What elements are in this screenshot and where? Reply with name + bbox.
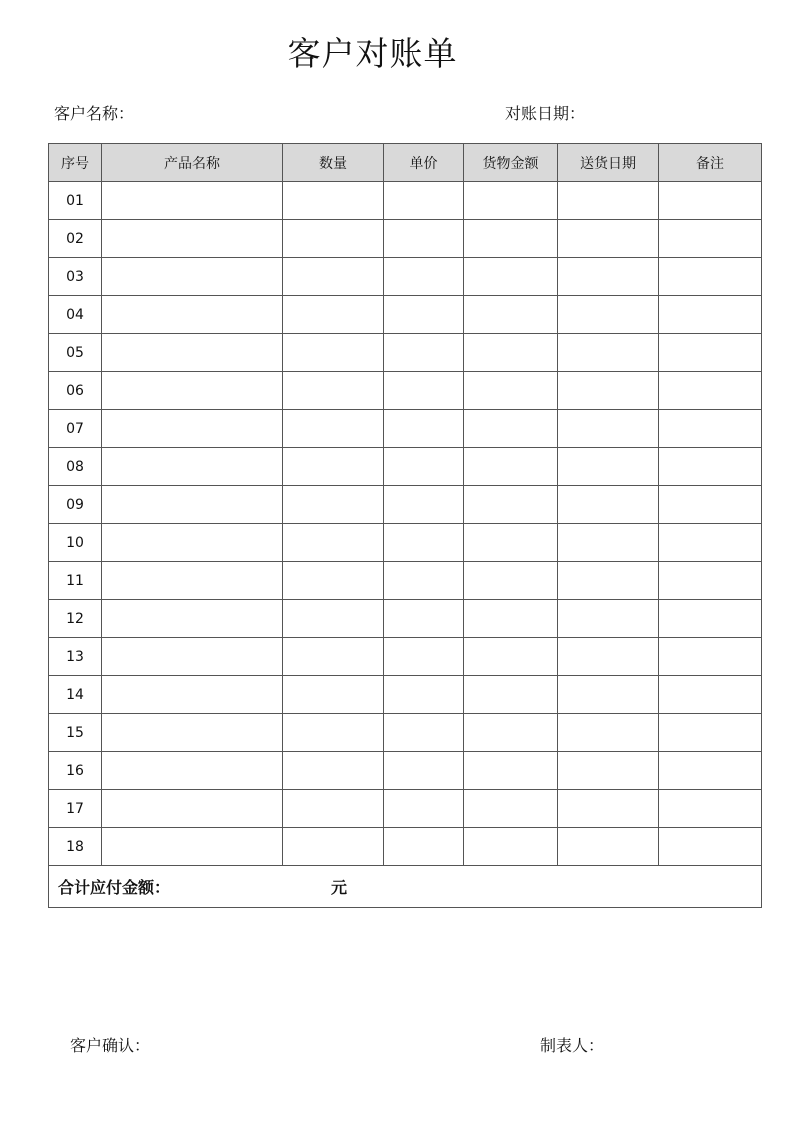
quantity-cell[interactable] [283, 296, 384, 334]
quantity-cell[interactable] [283, 486, 384, 524]
table-row [49, 220, 762, 258]
header-product-name: 产品名称 [102, 144, 283, 182]
quantity-cell[interactable] [283, 600, 384, 638]
product-name-cell[interactable] [102, 676, 283, 714]
row-seq: 14 [49, 676, 102, 714]
quantity-cell[interactable] [283, 790, 384, 828]
table-row [49, 258, 762, 296]
quantity-cell[interactable] [283, 182, 384, 220]
remarks-cell[interactable] [659, 676, 762, 714]
product-name-cell[interactable] [102, 714, 283, 752]
header-remarks: 备注 [659, 144, 762, 182]
table-row [49, 828, 762, 866]
table-row [49, 372, 762, 410]
table-row [49, 182, 762, 220]
product-name-cell[interactable] [102, 296, 283, 334]
product-name-cell[interactable] [102, 334, 283, 372]
quantity-cell[interactable] [283, 334, 384, 372]
unit-price-cell[interactable] [384, 524, 464, 562]
amount-cell[interactable] [464, 828, 558, 866]
table-row [49, 524, 762, 562]
remarks-cell[interactable] [659, 182, 762, 220]
header-seq: 序号 [49, 144, 102, 182]
remarks-cell[interactable] [659, 334, 762, 372]
table-row [49, 600, 762, 638]
customer-name-label: 客户名称： [54, 104, 135, 123]
delivery-date-cell[interactable] [558, 372, 659, 410]
product-name-cell[interactable] [102, 258, 283, 296]
quantity-cell[interactable] [283, 828, 384, 866]
remarks-cell[interactable] [659, 790, 762, 828]
product-name-cell[interactable] [102, 448, 283, 486]
unit-price-cell[interactable] [384, 296, 464, 334]
row-seq: 04 [49, 296, 102, 334]
table-row [49, 334, 762, 372]
delivery-date-cell[interactable] [558, 524, 659, 562]
document-title: 客户对账单 [287, 34, 458, 73]
table-row [49, 752, 762, 790]
total-cell[interactable] [49, 866, 762, 908]
quantity-cell[interactable] [283, 524, 384, 562]
unit-price-cell[interactable] [384, 676, 464, 714]
amount-cell[interactable] [464, 638, 558, 676]
table-row [49, 410, 762, 448]
row-seq: 03 [49, 258, 102, 296]
table-row [49, 562, 762, 600]
amount-cell[interactable] [464, 258, 558, 296]
unit-price-cell[interactable] [384, 638, 464, 676]
amount-cell[interactable] [464, 790, 558, 828]
delivery-date-cell[interactable] [558, 828, 659, 866]
table-row [49, 790, 762, 828]
unit-price-cell[interactable] [384, 410, 464, 448]
delivery-date-cell[interactable] [558, 410, 659, 448]
unit-price-cell[interactable] [384, 220, 464, 258]
amount-cell[interactable] [464, 182, 558, 220]
delivery-date-cell[interactable] [558, 334, 659, 372]
amount-cell[interactable] [464, 448, 558, 486]
product-name-cell[interactable] [102, 410, 283, 448]
delivery-date-cell[interactable] [558, 486, 659, 524]
delivery-date-cell[interactable] [558, 714, 659, 752]
product-name-cell[interactable] [102, 600, 283, 638]
delivery-date-cell[interactable] [558, 182, 659, 220]
amount-cell[interactable] [464, 600, 558, 638]
remarks-cell[interactable] [659, 714, 762, 752]
amount-cell[interactable] [464, 486, 558, 524]
unit-price-cell[interactable] [384, 258, 464, 296]
remarks-cell[interactable] [659, 524, 762, 562]
amount-cell[interactable] [464, 562, 558, 600]
unit-price-cell[interactable] [384, 600, 464, 638]
remarks-cell[interactable] [659, 600, 762, 638]
row-seq: 13 [49, 638, 102, 676]
row-seq: 11 [49, 562, 102, 600]
delivery-date-cell[interactable] [558, 448, 659, 486]
delivery-date-cell[interactable] [558, 790, 659, 828]
remarks-cell[interactable] [659, 258, 762, 296]
row-seq: 02 [49, 220, 102, 258]
delivery-date-cell[interactable] [558, 600, 659, 638]
product-name-cell[interactable] [102, 638, 283, 676]
remarks-cell[interactable] [659, 220, 762, 258]
unit-price-cell[interactable] [384, 714, 464, 752]
amount-cell[interactable] [464, 296, 558, 334]
product-name-cell[interactable] [102, 372, 283, 410]
unit-price-cell[interactable] [384, 182, 464, 220]
quantity-cell[interactable] [283, 220, 384, 258]
remarks-cell[interactable] [659, 372, 762, 410]
amount-cell[interactable] [464, 524, 558, 562]
remarks-cell[interactable] [659, 410, 762, 448]
total-unit: 元 [331, 878, 348, 897]
unit-price-cell[interactable] [384, 752, 464, 790]
table-row [49, 486, 762, 524]
remarks-cell[interactable] [659, 638, 762, 676]
statement-date-label: 对账日期： [505, 104, 586, 123]
statement-table [48, 143, 762, 908]
delivery-date-cell[interactable] [558, 752, 659, 790]
unit-price-cell[interactable] [384, 448, 464, 486]
customer-confirm-label: 客户确认： [70, 1036, 151, 1055]
product-name-cell[interactable] [102, 524, 283, 562]
table-row [49, 448, 762, 486]
unit-price-cell[interactable] [384, 334, 464, 372]
row-seq: 12 [49, 600, 102, 638]
total-row [49, 866, 762, 908]
row-seq: 15 [49, 714, 102, 752]
remarks-cell[interactable] [659, 486, 762, 524]
row-seq: 17 [49, 790, 102, 828]
unit-price-cell[interactable] [384, 486, 464, 524]
unit-price-cell[interactable] [384, 372, 464, 410]
row-seq: 08 [49, 448, 102, 486]
header-amount: 货物金额 [464, 144, 558, 182]
quantity-cell[interactable] [283, 676, 384, 714]
table-row [49, 296, 762, 334]
unit-price-cell[interactable] [384, 562, 464, 600]
quantity-cell[interactable] [283, 752, 384, 790]
delivery-date-cell[interactable] [558, 562, 659, 600]
row-seq: 16 [49, 752, 102, 790]
delivery-date-cell[interactable] [558, 258, 659, 296]
row-seq: 10 [49, 524, 102, 562]
header-row [49, 144, 762, 182]
amount-cell[interactable] [464, 334, 558, 372]
delivery-date-cell[interactable] [558, 220, 659, 258]
remarks-cell[interactable] [659, 562, 762, 600]
delivery-date-cell[interactable] [558, 296, 659, 334]
preparer-label: 制表人： [540, 1036, 605, 1055]
total-label: 合计应付金额： [58, 878, 171, 897]
row-seq: 09 [49, 486, 102, 524]
header-quantity: 数量 [283, 144, 384, 182]
row-seq: 18 [49, 828, 102, 866]
product-name-cell[interactable] [102, 752, 283, 790]
row-seq: 06 [49, 372, 102, 410]
remarks-cell[interactable] [659, 752, 762, 790]
table-row [49, 714, 762, 752]
product-name-cell[interactable] [102, 562, 283, 600]
row-seq: 07 [49, 410, 102, 448]
remarks-cell[interactable] [659, 296, 762, 334]
header-unit-price: 单价 [384, 144, 464, 182]
amount-cell[interactable] [464, 676, 558, 714]
product-name-cell[interactable] [102, 828, 283, 866]
quantity-cell[interactable] [283, 562, 384, 600]
quantity-cell[interactable] [283, 372, 384, 410]
delivery-date-cell[interactable] [558, 676, 659, 714]
quantity-cell[interactable] [283, 448, 384, 486]
amount-cell[interactable] [464, 410, 558, 448]
product-name-cell[interactable] [102, 220, 283, 258]
table-row [49, 638, 762, 676]
unit-price-cell[interactable] [384, 828, 464, 866]
amount-cell[interactable] [464, 714, 558, 752]
header-delivery-date: 送货日期 [558, 144, 659, 182]
row-seq: 05 [49, 334, 102, 372]
product-name-cell[interactable] [102, 182, 283, 220]
delivery-date-cell[interactable] [558, 638, 659, 676]
quantity-cell[interactable] [283, 714, 384, 752]
amount-cell[interactable] [464, 372, 558, 410]
quantity-cell[interactable] [283, 638, 384, 676]
amount-cell[interactable] [464, 752, 558, 790]
quantity-cell[interactable] [283, 258, 384, 296]
amount-cell[interactable] [464, 220, 558, 258]
quantity-cell[interactable] [283, 410, 384, 448]
remarks-cell[interactable] [659, 448, 762, 486]
remarks-cell[interactable] [659, 828, 762, 866]
unit-price-cell[interactable] [384, 790, 464, 828]
product-name-cell[interactable] [102, 790, 283, 828]
row-seq: 01 [49, 182, 102, 220]
table-row [49, 676, 762, 714]
product-name-cell[interactable] [102, 486, 283, 524]
